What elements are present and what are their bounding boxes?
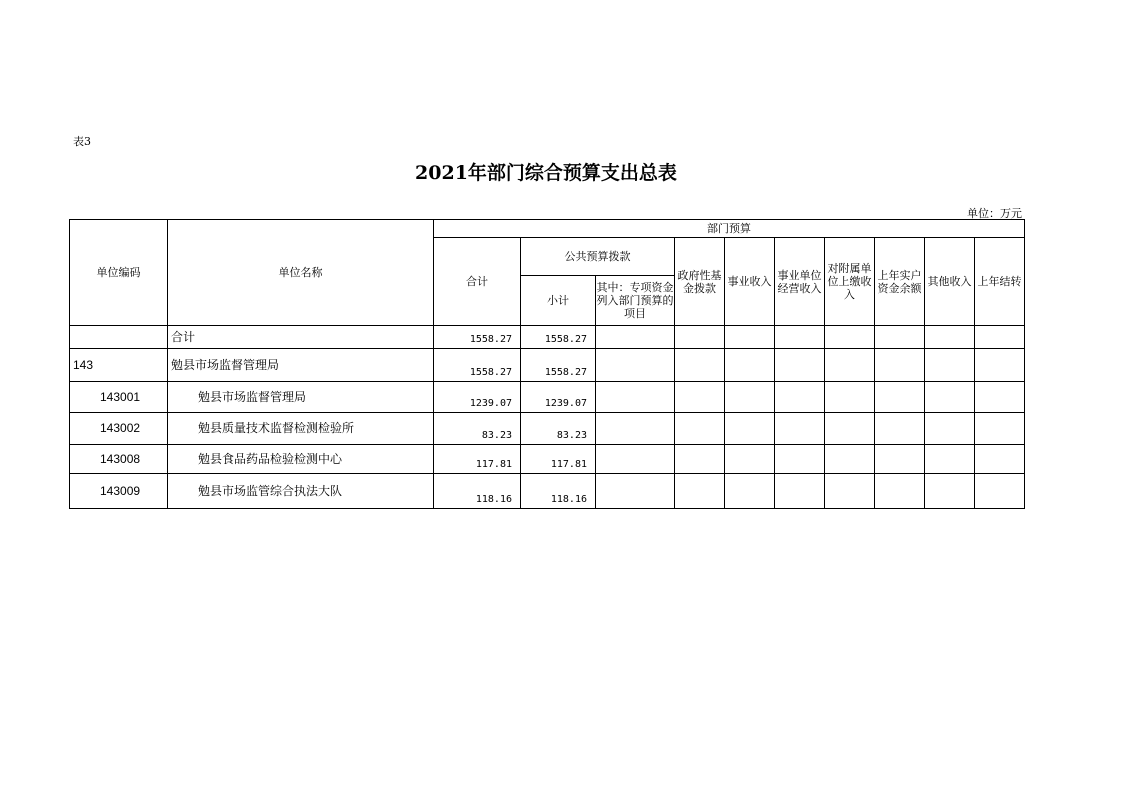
total-cell: 83.23 bbox=[434, 413, 521, 445]
unit-name-cell: 勉县市场监督管理局 bbox=[168, 349, 434, 382]
unit-name-cell: 勉县市场监管综合执法大队 bbox=[168, 474, 434, 509]
total-cell: 1558.27 bbox=[434, 349, 521, 382]
unit-code-cell: 143009 bbox=[70, 474, 168, 509]
unit-name-cell: 勉县质量技术监督检测检验所 bbox=[168, 413, 434, 445]
header-dept-budget: 部门预算 bbox=[434, 220, 1025, 238]
table-row bbox=[70, 413, 1025, 445]
header-unit-code: 单位编码 bbox=[70, 220, 168, 326]
header-affiliated-income: 对附属单位上缴收入 bbox=[825, 238, 875, 326]
table-row bbox=[70, 445, 1025, 474]
unit-name-cell: 勉县市场监督管理局 bbox=[168, 382, 434, 413]
header-unit-name: 单位名称 bbox=[168, 220, 434, 326]
subtotal-cell: 1558.27 bbox=[521, 349, 596, 382]
unit-code-cell bbox=[70, 326, 168, 349]
header-total: 合计 bbox=[434, 238, 521, 326]
subtotal-cell: 1239.07 bbox=[521, 382, 596, 413]
header-prior-carryover: 上年结转 bbox=[975, 238, 1025, 326]
subtotal-cell: 1558.27 bbox=[521, 326, 596, 349]
subtotal-cell: 118.16 bbox=[521, 474, 596, 509]
header-gov-fund: 政府性基金拨款 bbox=[675, 238, 725, 326]
total-cell: 118.16 bbox=[434, 474, 521, 509]
total-cell: 117.81 bbox=[434, 445, 521, 474]
unit-code-cell: 143 bbox=[70, 349, 168, 382]
header-business-income: 事业收入 bbox=[725, 238, 775, 326]
subtotal-cell: 117.81 bbox=[521, 445, 596, 474]
table-number-label: 表3 bbox=[73, 135, 91, 148]
table-row bbox=[70, 326, 1025, 349]
subtotal-cell: 83.23 bbox=[521, 413, 596, 445]
budget-expenditure-table bbox=[69, 219, 1025, 509]
header-subtotal: 小计 bbox=[521, 276, 596, 326]
header-other-income: 其他收入 bbox=[925, 238, 975, 326]
header-prior-balance: 上年实户资金余额 bbox=[875, 238, 925, 326]
total-cell: 1558.27 bbox=[434, 326, 521, 349]
table-row bbox=[70, 349, 1025, 382]
header-public-budget: 公共预算拨款 bbox=[521, 238, 675, 276]
page-title: 2021年部门综合预算支出总表 bbox=[415, 162, 677, 184]
header-special-projects: 其中：专项资金列入部门预算的项目 bbox=[596, 276, 675, 326]
unit-name-cell: 合计 bbox=[168, 326, 434, 349]
table-row bbox=[70, 474, 1025, 509]
unit-name-cell: 勉县食品药品检验检测中心 bbox=[168, 445, 434, 474]
table-row bbox=[70, 382, 1025, 413]
unit-code-cell: 143002 bbox=[70, 413, 168, 445]
header-operating-income: 事业单位经营收入 bbox=[775, 238, 825, 326]
unit-code-cell: 143001 bbox=[70, 382, 168, 413]
total-cell: 1239.07 bbox=[434, 382, 521, 413]
unit-label: 单位：万元 bbox=[967, 207, 1022, 220]
unit-code-cell: 143008 bbox=[70, 445, 168, 474]
